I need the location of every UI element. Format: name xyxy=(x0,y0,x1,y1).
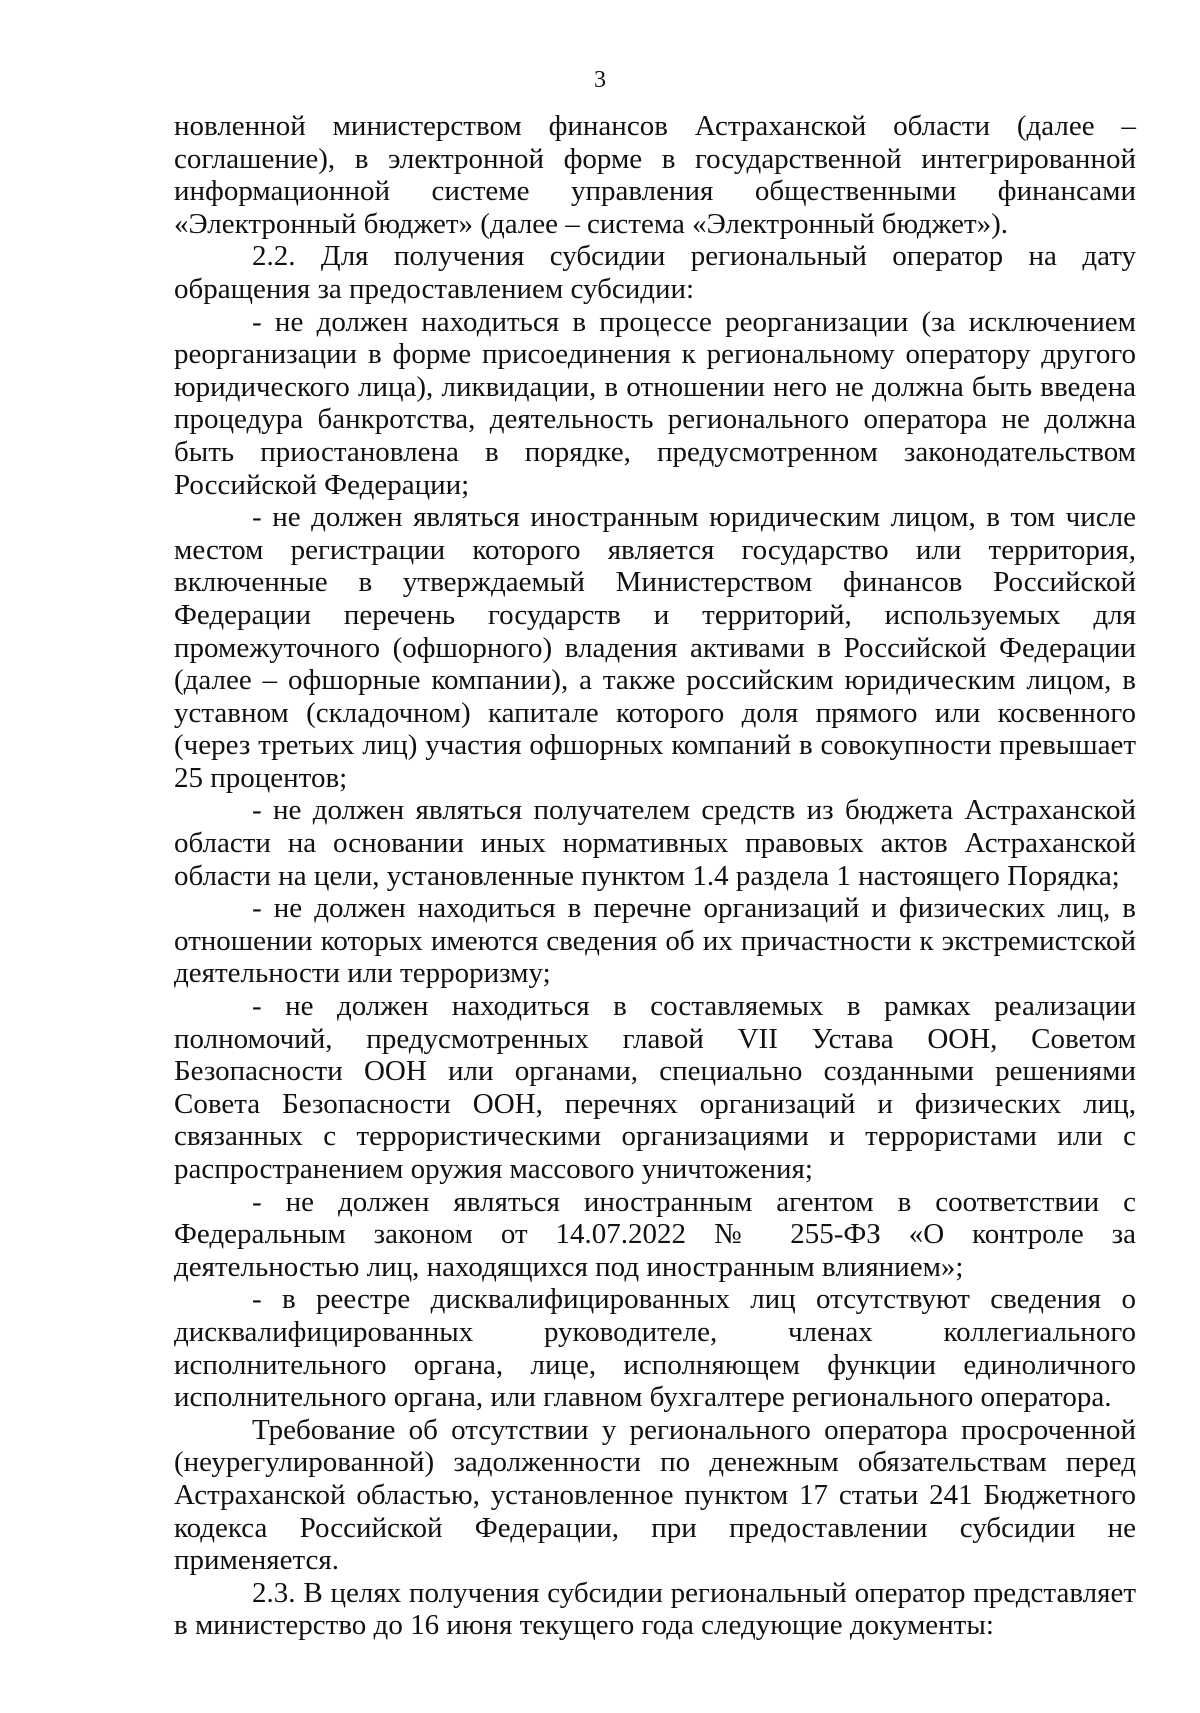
requirement-disqualified-persons: - в реестре дисквалифицированных лиц отсутствуют сведения о дисквалифицированных руководителе, членах коллегиального исполнительного органа, лице, исполняющем функции единоличного исполнительного органа, или главном бухгалтере регионального оператора. xyxy=(174,1283,1136,1414)
paragraph-2-3: 2.3. В целях получения субсидии региональный оператор представляет в министерство до 16 июня текущего года следующие документы: xyxy=(174,1576,1136,1642)
requirement-foreign-entity: - не должен являться иностранным юридическим лицом, в том числе местом регистрации которого является государство или территория, включенные в утверждаемый Министерством финансов Российской Федерации перечень государств и территорий, используемых для промежуточного (офшорного) владения активами в Российской Федерации (далее – офшорные компании), а также российским юридическим лицом, в уставном (складочном) капитале которого доля прямого или косвенного (через третьих лиц) участия офшорных компаний в совокупности превышает 25 процентов; xyxy=(174,501,1136,794)
paragraph-agreement-continuation: новленной министерством финансов Астраханской области (далее – соглашение), в электронной форме в государственной интегрированной информационной системе управления общественными финансами «Электронный бюджет» (далее – система «Электронный бюджет»). xyxy=(174,110,1136,240)
paragraph-debt-requirement: Требование об отсутствии у регионального оператора просроченной (неурегулированной) задолженности по денежным обязательствам перед Астраханской областью, установленное пунктом 17 статьи 241 Бюджетного кодекса Российской Федерации, при предоставлении субсидии не применяется. xyxy=(174,1413,1136,1577)
requirement-un-lists: - не должен находиться в составляемых в рамках реализации полномочий, предусмотренных главой VII Устава ООН, Советом Безопасности ООН или органами, специально созданными решениями Совета Безопасности ООН, перечнях организаций и физических лиц, связанных с террористическими организациями и террористами или с распространением оружия массового уничтожения; xyxy=(174,990,1136,1185)
requirement-reorganization: - не должен находиться в процессе реорганизации (за исключением реорганизации в форме присоединения к региональному оператору другого юридического лица), ликвидации, в отношении него не должна быть введена процедура банкротства, деятельность регионального оператора не должна быть приостановлена в порядке, предусмотренном законодательством Российской Федерации; xyxy=(174,305,1136,501)
requirement-foreign-agent: - не должен являться иностранным агентом в соответствии с Федеральным законом от 14.07.2022 № 255-ФЗ «О контроле за деятельностью лиц, находящихся под иностранным влиянием»; xyxy=(174,1185,1136,1283)
page-number: 3 xyxy=(594,67,606,93)
paragraph-2-2: 2.2. Для получения субсидии региональный оператор на дату обращения за предоставлением субсидии: xyxy=(174,240,1136,305)
requirement-budget-recipient: - не должен являться получателем средств из бюджета Астраханской области на основании иных нормативных правовых актов Астраханской области на цели, установленные пунктом 1.4 раздела 1 настоящего Порядка; xyxy=(174,794,1136,892)
requirement-extremism-list: - не должен находиться в перечне организаций и физических лиц, в отношении которых имеются сведения об их причастности к экстремистской деятельности или терроризму; xyxy=(174,892,1136,990)
document-body xyxy=(174,110,1136,1642)
